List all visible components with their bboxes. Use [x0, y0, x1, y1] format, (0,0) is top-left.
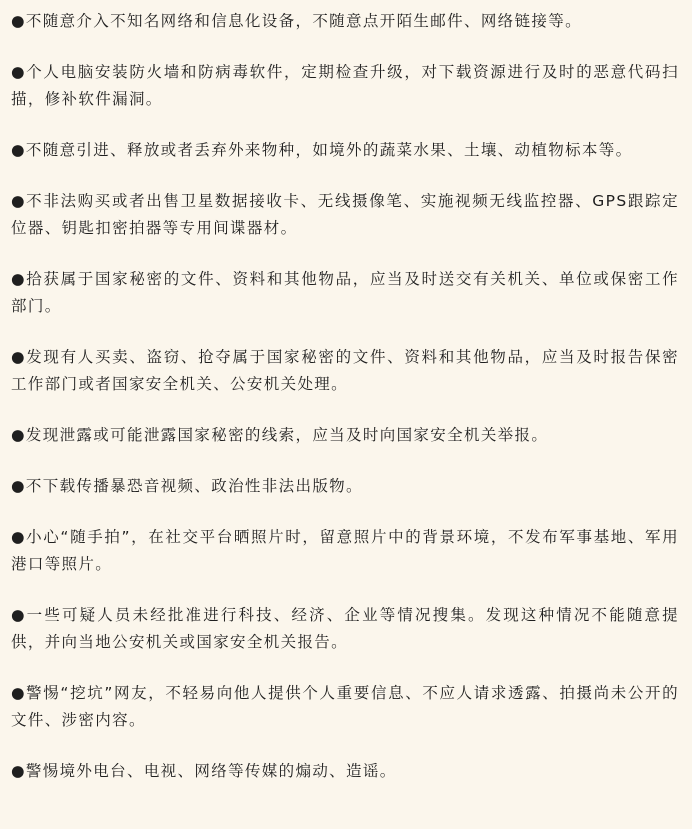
tip-item-3: ●不随意引进、释放或者丢弃外来物种，如境外的蔬菜水果、土壤、动植物标本等。 — [11, 141, 633, 159]
tip-item-2: ●个人电脑安装防火墙和防病毒软件，定期检查升级，对下载资源进行及时的恶意代码扫描，修补软件漏洞。 — [11, 63, 679, 108]
tip-item-8: ●不下载传播暴恐音视频、政治性非法出版物。 — [11, 477, 363, 495]
tip-item-9: ●小心“随手拍”，在社交平台晒照片时，留意照片中的背景环境，不发布军事基地、军用港口等照片。 — [11, 528, 679, 573]
tip-item-10: ●一些可疑人员未经批准进行科技、经济、企业等情况搜集。发现这种情况不能随意提供，并向当地公安机关或国家安全机关报告。 — [11, 606, 679, 651]
tip-item-1: ●不随意介入不知名网络和信息化设备，不随意点开陌生邮件、网络链接等。 — [11, 12, 582, 30]
tip-item-5: ●拾获属于国家秘密的文件、资料和其他物品，应当及时送交有关机关、单位或保密工作部门。 — [11, 270, 679, 315]
tip-item-7: ●发现泄露或可能泄露国家秘密的线索，应当及时向国家安全机关举报。 — [11, 426, 549, 444]
tip-item-12: ●警惕境外电台、电视、网络等传媒的煽动、造谣。 — [11, 762, 397, 780]
tip-item-4: ●不非法购买或者出售卫星数据接收卡、无线摄像笔、实施视频无线监控器、GPS跟踪定位器、钥匙扣密拍器等专用间谍器材。 — [11, 192, 679, 237]
tip-item-6: ●发现有人买卖、盗窃、抢夺属于国家秘密的文件、资料和其他物品，应当及时报告保密工作部门或者国家安全机关、公安机关处理。 — [11, 348, 679, 393]
tip-item-11: ●警惕“挖坑”网友，不轻易向他人提供个人重要信息、不应人请求透露、拍摄尚未公开的文件、涉密内容。 — [11, 684, 679, 729]
